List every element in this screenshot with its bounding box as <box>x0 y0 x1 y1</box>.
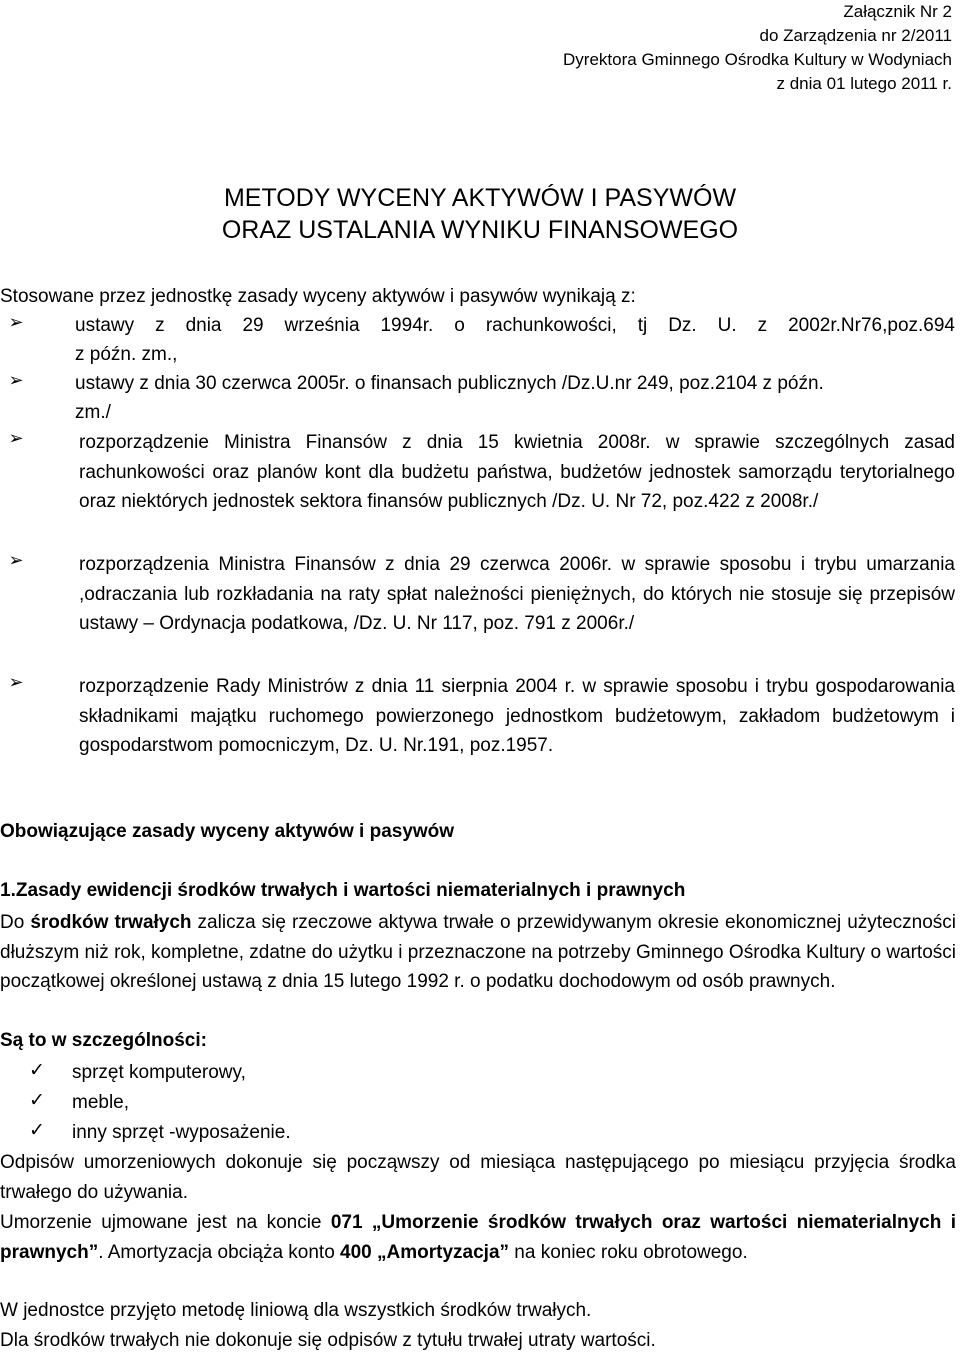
arrowhead-bullet-icon: ➢ <box>8 550 24 570</box>
legal-act-2-line-1: ustawy z dnia 30 czerwca 2005r. o finansach publicznych /Dz.U.nr 249, poz.2104 z późn. <box>75 373 824 394</box>
account-071: 071 „Umorzenie środków trwałych oraz wartości niematerialnych i prawnych” <box>0 1212 956 1263</box>
list-item: sprzęt komputerowy, <box>72 1062 246 1083</box>
fixed-assets-definition <box>0 908 956 997</box>
legal-act-5: rozporządzenie Rady Ministrów z dnia 11 sierpnia 2004 r. w sprawie sposobu i trybu gospodarowania składnikami majątku ruchomego powierzonego jednostkom budżetowym, zakładom budżetowym i gospodarstwom pomocniczym, Dz. U. Nr.191, poz.1957. <box>79 676 955 757</box>
legal-act-3: rozporządzenie Ministra Finansów z dnia 15 kwietnia 2008r. w sprawie szczególnych zasad rachunkowości oraz planów kont dla budżetu państwa, budżetów jednostek samorządu terytorialnego oraz niektórych jednostek sektora finansów publicznych /Dz. U. Nr 72, poz.422 z 2008r./ <box>79 432 955 513</box>
arrowhead-bullet-icon: ➢ <box>8 370 24 390</box>
linear-method-paragraph: W jednostce przyjęto metodę liniową dla wszystkich środków trwałych. <box>0 1300 592 1321</box>
in-particular-label: Są to w szczególności: <box>0 1030 207 1051</box>
arrowhead-bullet-icon: ➢ <box>8 312 24 332</box>
legal-act-4: rozporządzenia Ministra Finansów z dnia 29 czerwca 2006r. w sprawie sposobu i trybu umarzania ,odraczania lub rozkładania na raty spłat należności pieniężnych, do których nie stosuje się przepisów ustawy – Ordynacja podatkowa, /Dz. U. Nr 117, poz. 791 z 2006r./ <box>79 554 955 635</box>
depreciation-text-1: Umorzenie ujmowane jest na koncie <box>0 1212 331 1233</box>
impairment-paragraph: Dla środków trwałych nie dokonuje się odpisów z tytułu trwałej utraty wartości. <box>0 1330 656 1351</box>
fixed-assets-term: środków trwałych <box>30 912 192 933</box>
depreciation-account-paragraph <box>0 1208 956 1267</box>
legal-act-2-line-2: zm./ <box>75 402 111 423</box>
arrowhead-bullet-icon: ➢ <box>8 672 24 692</box>
section-heading: Obowiązujące zasady wyceny aktywów i pasywów <box>0 821 455 842</box>
legal-act-1-line-1: ustawy z dnia 29 września 1994r. o rachunkowości, tj Dz. U. z 2002r.Nr76,poz.694 <box>75 315 955 336</box>
title-line-2: ORAZ USTALANIA WYNIKU FINANSOWEGO <box>221 216 739 244</box>
header-line-director: Dyrektora Gminnego Ośrodka Kultury w Wodyniach <box>563 50 952 69</box>
fixed-assets-definition-intro: Do <box>0 912 31 933</box>
intro-text: Stosowane przez jednostkę zasady wyceny aktywów i pasywów wynikają z: <box>0 286 636 307</box>
header-line-date: z dnia 01 lutego 2011 r. <box>776 74 952 93</box>
depreciation-text-2: . Amortyzacja obciąża konto <box>98 1241 341 1263</box>
depreciation-start-paragraph: Odpisów umorzeniowych dokonuje się począwszy od miesiąca następującego po miesiącu przyjęcia środka trwałego do używania. <box>0 1152 956 1203</box>
header-line-ordinance: do Zarządzenia nr 2/2011 <box>759 26 952 45</box>
list-item: inny sprzęt -wyposażenie. <box>72 1122 291 1143</box>
annex-header <box>563 0 952 96</box>
legal-act-1-line-2: z późn. zm., <box>75 344 178 365</box>
title-line-1: METODY WYCENY AKTYWÓW I PASYWÓW <box>223 184 737 212</box>
list-item: meble, <box>72 1092 130 1113</box>
account-400: 400 „Amortyzacja” <box>340 1241 510 1263</box>
fixed-assets-definition-body: zalicza się rzeczowe aktywa trwałe o przewidywanym okresie ekonomicznej użyteczności dłuższym niż rok, kompletne, zdatne do użytku i przeznaczone na potrzeby Gminnego Ośrodka Kultury o wartości początkowej określonej ustawą z dnia 15 lutego 1992 r. o podatku dochodowym od osób prawnych. <box>0 912 957 993</box>
checkmark-icon: ✓ <box>29 1060 45 1081</box>
checkmark-icon: ✓ <box>29 1090 45 1111</box>
depreciation-text-3: na koniec roku obrotowego. <box>509 1241 748 1263</box>
document-title <box>0 182 960 246</box>
checkmark-icon: ✓ <box>29 1120 45 1141</box>
arrowhead-bullet-icon: ➢ <box>8 428 24 448</box>
subsection-heading: 1.Zasady ewidencji środków trwałych i wartości niematerialnych i prawnych <box>0 880 686 901</box>
header-line-annex: Załącznik Nr 2 <box>843 2 952 21</box>
